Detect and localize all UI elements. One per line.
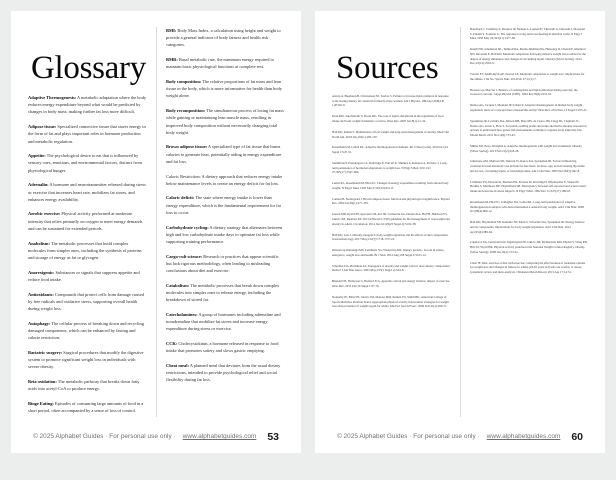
glossary-definition: A metabolic adaptation where the body reduces energy expenditure beyond what would be predicted by changes in body mass, making further fat loss more difficult. xyxy=(28,95,147,115)
glossary-term: Body composition: xyxy=(166,79,202,85)
glossary-definition: The metabolic pathway that breaks down fatty acids into acetyl-CoA to produce energy. xyxy=(28,378,140,392)
glossary-term: Adaptive Thermogenesis: xyxy=(28,95,77,100)
glossary-entry xyxy=(28,291,147,313)
citation: Brooks GA, Mercier J. Balance of carbohydrate and lipid utilization during exercise: the crossover concept. J Appl Physiol (1985). 1994 Jun;76(6):2253-61. xyxy=(470,87,578,97)
glossary-definition: Compounds that protect cells from damage caused by free radicals and oxidative stress, supporting overall health during weight loss. xyxy=(28,291,145,311)
glossary-entry xyxy=(166,282,284,304)
glossary-definition: Specialized connective tissue that stores energy in the form of fat and plays important roles in hormone production and metabolic regulation. xyxy=(28,124,146,144)
citation: Hall KD, Guo J. Obesity energetics: body weight regulation and the effects of diet composition. Gastroenterology. 2017 May;152(7):1718-1727.e3. xyxy=(332,232,449,242)
citation: Rosenbaum M, Hirsch J, Gallagher DA, Leibel RL. Long-term persistence of adaptive thermogenesis in subjects who have maintained a reduced body weight. Am J Clin Nutr. 2008 Oct;88(4):906-12. xyxy=(470,199,584,214)
glossary-entry xyxy=(28,210,147,232)
glossary-definition: A specialized type of fat tissue that burns calories to generate heat, potentially aiding in energy expenditure and fat loss. xyxy=(166,144,282,164)
glossary-entry xyxy=(166,224,284,246)
page-left-glossary xyxy=(11,11,301,453)
page-title: Sources xyxy=(336,50,439,86)
glossary-definition: A group of hormones including adrenaline and noradrenaline that mobilize fat stores and increase energy expenditure during stress or exercise. xyxy=(166,311,281,332)
glossary-entry xyxy=(166,143,284,165)
footer-copyright: © 2025 Alphabet Guides · For personal use only · xyxy=(336,433,480,440)
page-title: Glossary xyxy=(31,50,146,86)
glossary-term: Anorexigenic: xyxy=(28,269,55,275)
citation: Clark JE. Diet, exercise or diet with exercise: comparing the effectiveness of treatment options for weight-loss and changes in fitness for adults (18-65 years old) who are overfat, or obese; systematic review and meta-analysis. J Diabetes Metab Disord. 2015 Apr 17;14:31. xyxy=(470,260,586,274)
glossary-definition: Physical activity performed at moderate intensity that relies primarily on oxygen to meet energy demands and can be sustained for extended periods. xyxy=(28,211,143,231)
glossary-entry xyxy=(166,27,284,49)
glossary-definition: The metabolic processes that build complex molecules from simpler ones, including the synthesis of proteins and storage of energy as fat or glycogen. xyxy=(28,240,142,260)
glossary-term: Cheat meal: xyxy=(166,362,189,368)
glossary-definition: The state where energy intake is lower than energy expenditure, which is the fundamental requirement for fat loss to occur. xyxy=(166,195,281,215)
glossary-term: Adrenalin: xyxy=(28,182,49,188)
glossary-definition: The simultaneous process of losing fat mass while gaining or maintaining lean muscle mass, resulting in improved body composition without necessarily changing total body weight. xyxy=(166,108,284,135)
glossary-entry xyxy=(166,78,284,100)
glossary-term: Catecholamines: xyxy=(166,311,198,317)
glossary-definition: Basal metabolic rate, the minimum energy required to maintain basic physiological functions at complete rest. xyxy=(166,57,274,70)
glossary-term: BMI: xyxy=(166,28,177,33)
glossary-term: Bariatric surgery: xyxy=(28,349,63,355)
page-right-sources xyxy=(315,11,605,453)
column-divider xyxy=(460,27,461,417)
glossary-term: Cargo-cult science: xyxy=(166,253,203,259)
glossary-entry xyxy=(166,107,284,136)
citation: Hall KD, Heymsfield SB, Kemnitz JW, Klein S, Schoeller DA, Speakman JR. Energy balance and its components: implications for body weight regulation. Am J Clin Nutr. 2012 Apr;95(4):989-94. xyxy=(470,220,585,234)
glossary-term: Adipose tissue: xyxy=(28,124,57,130)
citation: Schoeller DA, Buchholz AC. Energetics of obesity and weight control: does dietary composition matter? J Am Diet Assoc. 2005 May;105(5 Suppl 1):S24-8. xyxy=(332,263,450,273)
glossary-term: Aerobic exercise: xyxy=(28,211,61,217)
citation: Bouchard C, Tremblay A, Despres JP, Nadeau A, Lupien PJ, Theriault G, Dussault J, Moorjani S, Pinault S, Fournier G. The response to long-term overfeeding in identical twins. N Engl J Med. 1990 May 24;322(21):1477-82. xyxy=(470,27,585,41)
citation: Westerterp-Plantenga MS, Lemmens SG, Westerterp KR. Dietary protein - its role in satiety, energetics, weight loss and health. Br J Nutr. 2012 Aug;108 Suppl 2:S105-12. xyxy=(332,248,445,257)
glossary-entry xyxy=(28,349,147,371)
glossary-definition: Surgical procedures that modify the digestive system to promote significant weight loss in individuals with severe obesity. xyxy=(28,349,144,370)
glossary-definition: Cholecystokinin, a hormone released in response to food intake that promotes satiety and slows gastric emptying. xyxy=(166,341,279,354)
glossary-entry xyxy=(166,194,284,216)
glossary-definition: A planned meal that deviates from the usual dietary restrictions, intended to provide psychological relief and social flexibility during fat loss. xyxy=(166,362,281,383)
sources-column-left xyxy=(332,27,460,423)
glossary-entry xyxy=(166,173,284,187)
glossary-term: Beta oxidation: xyxy=(28,378,57,384)
citation: Sumithran P, Prendergast LA, Delbridge E, Purcell K, Shulkes A, Kriketos A, Proietto J. Long-term persistence of hormonal adaptations to weight loss. N Engl J Med. 2011 Oct 27;365(17):1597-604. xyxy=(332,160,448,175)
citation: Jensen MD, Ryan DH, Apovian CM, Ard JD, Comuzzie AG, Donato KA, Hu FB, Hubbard VS, Jakicic JM, Kushner RF. 2013 AHA/ACC/TOS guideline for the management of overweight and obesity in adults. Circulation. 2014 Jun 24;129(25 Suppl 2):S102-38. xyxy=(332,212,450,226)
citation: Trexler ET, Smith-Ryan AE, Norton LE. Metabolic adaptation to weight loss: implications for the athlete. J Int Soc Sports Nutr. 2014 Feb 27;11(1):7. xyxy=(470,72,585,81)
citation: Dulloo AG, Jacquet J, Montani JP, Schutz Y. Adaptive thermogenesis in human body weight regulation: more of a concept than a measurable entity? Obes Rev. 2012 Dec;13 Suppl 2:105-21. xyxy=(470,103,588,112)
glossary-entry xyxy=(166,340,284,354)
citation: Rosenbaum M, Leibel RL. Adaptive thermogenesis in humans. Int J Obes (Lond). 2010 Oct;34 Suppl 1:S47-55. xyxy=(332,145,448,155)
glossary-columns xyxy=(28,27,284,423)
citation: Johnstone AM, Murison SD, Duncan JS, Rance KA, Speakman JR. Factors influencing variation in basal metabolic rate include fat-free mass, fat mass, age, and circulating thyroxine but not sex, circulating leptin, or triiodothyronine. Am J Clin Nutr. 2005 Nov;82(5):941-8. xyxy=(470,159,585,173)
glossary-definition: Body Mass Index, a calculation using height and weight to provide a general indicator of body fatness and health risk categories. xyxy=(166,28,281,48)
glossary-entry xyxy=(166,362,284,384)
citation: Donnelly JE, Blair SN, Jakicic JM, Manore MM, Rankin JW, Smith BK. American College of Sports Medicine Position Stand. Appropriate physical activity intervention strategies for weight loss and prevention of weight regain for adults. Med Sci Sports Exerc. 2009 Feb;41(2):459-71. xyxy=(332,294,449,309)
citation: Hall KD, Kahan S. Maintenance of lost weight and long-term management of obesity. Med Clin North Am. 2018 Jan;102(1):183-197. xyxy=(332,129,449,139)
glossary-term: Catabolism: xyxy=(166,282,190,288)
glossary-entry xyxy=(28,378,147,392)
citation: Leibel RL, Rosenbaum M, Hirsch J. Changes in energy expenditure resulting from altered body weight. N Engl J Med. 1995 Mar 9;332(10):621-8. xyxy=(332,181,449,190)
glossary-term: BMR: xyxy=(166,57,178,63)
glossary-entry xyxy=(166,311,284,333)
glossary-definition: A hormone and neurotransmitter released during stress or exercise that increases heart rate, mobilizes fat stores, and enhances energy availability. xyxy=(28,182,146,202)
page-footer xyxy=(332,423,588,453)
glossary-definition: Research or practices that appear scientific but lack rigorous methodology, often leading to misleading conclusions about diet and exercise. xyxy=(166,253,279,274)
glossary-column-left xyxy=(28,27,156,423)
citation: Blundell JE, Finlayson G, Halford JCG. Appetite control and energy balance: impact of exercise. Obes Rev. 2015 Feb;16 Suppl 1:67-76. xyxy=(332,279,451,288)
citation: Müller MJ, Bosy-Westphal A. Adaptive thermogenesis with weight loss in humans. Obesity (Silver Spring). 2013 Feb;21(2):218-28. xyxy=(470,143,582,153)
glossary-entry xyxy=(166,253,284,275)
glossary-entry xyxy=(28,123,147,145)
citation: Astrup A, Buemann B, Christensen NJ, Toubro S. Failure to increase lipid oxidation in response to increasing dietary fat content in formerly obese women. Am J Physiol. 1994 Apr;266(4 Pt 1):E592-9. xyxy=(332,94,449,108)
glossary-entry xyxy=(28,400,147,414)
glossary-term: Antioxidants: xyxy=(28,291,54,297)
glossary-definition: A dietary approach that reduces energy intake below maintenance levels to create an energy deficit for fat loss. xyxy=(166,173,283,186)
citation: Lichtman SW, Pisarska K, Berman ER, Pestone M, Dowling H, Offenbacher E, Weisel H, Heshka S, Matthews DE, Heymsfield SB. Discrepancy between self-reported and actual caloric intake and exercise in obese subjects. N Engl J Med. 1992 Dec 31;327(27):1893-8. xyxy=(470,179,587,193)
footer-website-link[interactable]: www.alphabetguides.com xyxy=(182,433,257,440)
glossary-definition: Episodes of consuming large amounts of food in a short period, often accompanied by a sense of loss of control. xyxy=(28,400,144,413)
glossary-definition: The psychological desire to eat that is influenced by sensory cues, emotions, and environmental factors, distinct from physiological hunger. xyxy=(28,153,142,173)
column-divider xyxy=(156,27,157,417)
glossary-term: Caloric deficit: xyxy=(166,195,195,201)
glossary-entry xyxy=(28,181,147,203)
glossary-entry xyxy=(166,56,284,70)
glossary-term: CCK: xyxy=(166,341,178,346)
glossary-definition: The relative proportions of fat mass and lean tissue in the body, which is more informative for health than body weight alone. xyxy=(166,79,282,99)
glossary-entry xyxy=(28,94,147,116)
citation: Klok MD, Jakobsdottir S, Drent ML. The role of leptin and ghrelin in the regulation of food intake and body weight in humans: a review. Obes Rev. 2007 Jan;8(1):21-34. xyxy=(332,114,444,123)
citation: Catenacci VA, Grunwald GK, Ingebrigtsen JP, Jakicic JM, McDermott MD, Phelan S, Wing RR, Hill JO, Wyatt HR. Physical activity patterns in the National Weight Control Registry. Obesity (Silver Spring). 2008 Jan;16(1):153-61. xyxy=(470,240,588,254)
citation: Cannon B, Nedergaard J. Brown adipose tissue: function and physiological significance. Physiol Rev. 2004 Jan;84(1):277-359. xyxy=(332,196,450,206)
page-number: 53 xyxy=(267,430,280,443)
glossary-column-right xyxy=(156,27,284,423)
glossary-term: Brown adipose tissue: xyxy=(166,144,208,150)
glossary-term: Anabolism: xyxy=(28,240,50,246)
glossary-term: Binge Eating: xyxy=(28,400,54,406)
glossary-definition: A dietary strategy that alternates between high and low carbohydrate intake days to optimize fat loss while supporting training performance. xyxy=(166,224,283,244)
glossary-entry xyxy=(28,320,147,342)
footer-website-link[interactable]: www.alphabetguides.com xyxy=(486,433,561,440)
page-number: 60 xyxy=(571,430,584,443)
glossary-term: Appetite: xyxy=(28,153,46,159)
sources-columns xyxy=(332,27,588,423)
glossary-entry xyxy=(28,240,147,262)
citation: Speakman JR, Levitsky DA, Allison DB, Bray MS, de Castro JM, Clegg DJ, Clapham JC, Dulloo AG, Gruer L, Haw S. Set points, settling points and some alternative models: theoretical options to understand how genes and environments combine to regulate body adiposity. Dis Model Mech. 2011 Nov;4(6):733-45. xyxy=(470,118,587,137)
citation: Knuth ND, Johannsen DL, Tamboli RA, Marks-Shulman PA, Huizenga R, Chen KY, Abumrad NN, Ravussin E, Hall KD. Metabolic adaptation following massive weight loss is related to the degree of energy imbalance and changes in circulating leptin. Obesity (Silver Spring). 2014 Dec;22(12):2563-9. xyxy=(470,47,586,66)
glossary-term: Body recomposition: xyxy=(166,108,206,114)
sources-column-right xyxy=(460,27,588,423)
glossary-definition: The cellular process of breaking down and recycling damaged components, which can be enhanced by fasting and calorie restriction. xyxy=(28,320,144,341)
glossary-definition: The metabolic processes that break down complex molecules into simpler ones to release energy, including the breakdown of stored fat. xyxy=(166,282,280,303)
page-footer xyxy=(28,423,284,453)
glossary-term: Autophagy: xyxy=(28,320,51,326)
glossary-definition: Substances or signals that suppress appetite and reduce food intake. xyxy=(28,269,140,282)
glossary-entry xyxy=(28,269,147,283)
glossary-term: Caloric Restriction: xyxy=(166,173,201,179)
glossary-entry xyxy=(28,152,147,174)
glossary-term: Carbohydrate cycling: xyxy=(166,224,209,230)
footer-copyright: © 2025 Alphabet Guides · For personal use only · xyxy=(32,433,176,440)
